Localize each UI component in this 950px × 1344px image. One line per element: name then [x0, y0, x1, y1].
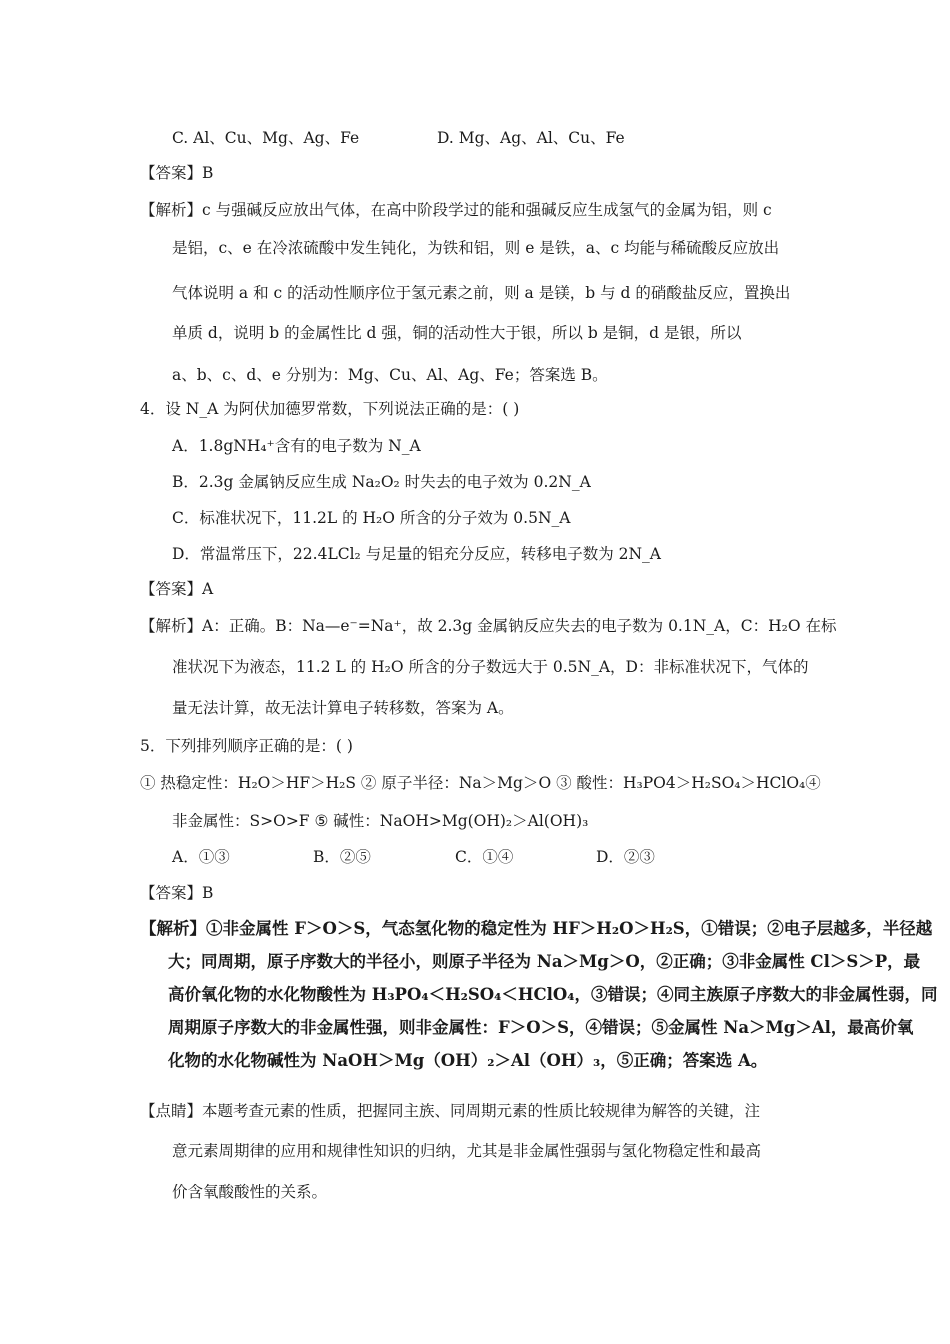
q3-analysis-line: 单质 d，说明 b 的金属性比 d 强，铜的活动性大于银，所以 b 是铜，d 是银，所以 [172, 324, 742, 342]
q5-comment-line: 【点睛】本题考查元素的性质，把握同主族、同周期元素的性质比较规律为解答的关键，注 [140, 1102, 761, 1120]
q3-analysis-line: 是铝，c、e 在冷浓硫酸中发生钝化，为铁和铝，则 e 是铁，a、c 均能与稀硫酸反应放出 [172, 239, 780, 257]
q4-option-a: A．1.8gNH₄⁺含有的电子数为 N_A [172, 437, 421, 455]
q5-option-d: D．②③ [596, 848, 655, 866]
q5-analysis-line: 化物的水化物碱性为 NaOH＞Mg（OH）₂＞Al（OH）₃，⑤正确；答案选 A。 [168, 1051, 768, 1070]
q5-items-line: 非金属性：S>O>F ⑤ 碱性：NaOH>Mg(OH)₂＞Al(OH)₃ [172, 812, 589, 830]
q3-analysis-line: a、b、c、d、e 分别为：Mg、Cu、Al、Ag、Fe；答案选 B。 [172, 366, 608, 384]
q5-option-a: A．①③ [172, 848, 230, 866]
q4-analysis-line: 准状况下为液态，11.2 L 的 H₂O 所含的分子数远大于 0.5N_A，D：非标准状况下，气体的 [172, 658, 809, 676]
q3-answer: 【答案】B [140, 164, 214, 182]
q5-comment-line: 价含氧酸酸性的关系。 [172, 1183, 328, 1201]
q5-analysis-line: 大；同周期，原子序数大的半径小，则原子半径为 Na＞Mg＞O，②正确；③非金属性 Cl＞S＞P，最 [168, 952, 921, 971]
q5-analysis-line: 【解析】①非金属性 F＞O＞S，气态氢化物的稳定性为 HF＞H₂O＞H₂S，①错误；②电子层越多，半径越 [140, 919, 933, 938]
q5-stem: 5．下列排列顺序正确的是：( ) [140, 737, 353, 755]
q4-stem: 4．设 N_A 为阿伏加德罗常数，下列说法正确的是：( ) [140, 400, 520, 418]
q4-analysis-line: 量无法计算，故无法计算电子转移数，答案为 A。 [172, 699, 514, 717]
q4-analysis-line: 【解析】A：正确。B：Na—e⁻=Na⁺，故 2.3g 金属钠反应失去的电子数为 0.1N_A，C：H₂O 在标 [140, 617, 837, 635]
q4-option-b: B．2.3g 金属钠反应生成 Na₂O₂ 时失去的电子效为 0.2N_A [172, 473, 591, 491]
q5-items-line: ① 热稳定性：H₂O＞HF＞H₂S ② 原子半径：Na＞Mg＞O ③ 酸性：H₃PO4＞H₂SO₄＞HClO₄④ [140, 774, 821, 792]
q5-analysis-line: 周期原子序数大的非金属性强，则非金属性：F＞O＞S，④错误；⑤金属性 Na＞Mg＞Al，最高价氧 [168, 1018, 914, 1037]
q4-answer: 【答案】A [140, 580, 214, 598]
q3-option-c: C. Al、Cu、Mg、Ag、Fe [172, 129, 360, 147]
q5-option-c: C．①④ [455, 848, 514, 866]
q5-comment-line: 意元素周期律的应用和规律性知识的归纳，尤其是非金属性强弱与氢化物稳定性和最高 [172, 1142, 762, 1160]
q3-analysis-line: 气体说明 a 和 c 的活动性顺序位于氢元素之前，则 a 是镁，b 与 d 的硝酸盐反应，置换出 [172, 284, 791, 302]
q5-option-b: B．②⑤ [313, 848, 371, 866]
q5-answer: 【答案】B [140, 884, 214, 902]
q3-analysis-line: 【解析】c 与强碱反应放出气体，在高中阶段学过的能和强碱反应生成氢气的金属为铝，则 c [140, 201, 772, 219]
q5-analysis-line: 高价氧化物的水化物酸性为 H₃PO₄＜H₂SO₄＜HClO₄，③错误；④同主族原子序数大的非金属性弱，同 [168, 985, 938, 1004]
q3-option-d: D. Mg、Ag、Al、Cu、Fe [437, 129, 625, 147]
q4-option-c: C．标准状况下，11.2L 的 H₂O 所含的分子效为 0.5N_A [172, 509, 571, 527]
q4-option-d: D．常温常压下，22.4LCl₂ 与足量的铝充分反应，转移电子数为 2N_A [172, 545, 661, 563]
